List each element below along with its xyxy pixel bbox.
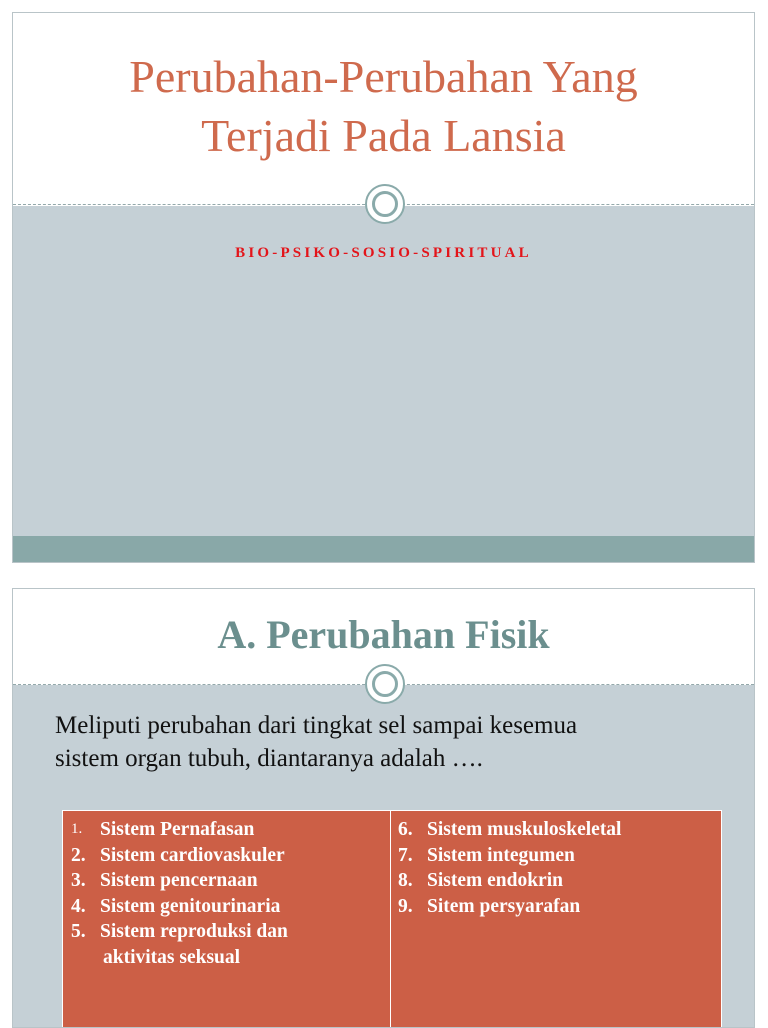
slide-title-line1: Perubahan-Perubahan Yang — [129, 51, 638, 102]
title-area — [13, 13, 754, 206]
title-slide — [12, 12, 755, 563]
list-item — [63, 817, 390, 843]
list-item-number: 4. — [71, 895, 86, 917]
organ-column-right — [391, 811, 721, 1028]
list-item-text: Sistem pencernaan — [100, 870, 258, 891]
list-item-text: Sistem endokrin — [427, 870, 563, 891]
list-item-continuation: aktivitas seksual — [103, 946, 241, 968]
organ-systems-table — [62, 810, 722, 1028]
organ-list-right — [391, 811, 721, 919]
list-item — [63, 868, 390, 894]
intro-paragraph — [55, 709, 745, 775]
list-item — [63, 843, 390, 869]
list-item — [391, 894, 721, 920]
list-item — [391, 817, 721, 843]
slide-title-line2: Terjadi Pada Lansia — [201, 110, 566, 161]
slide-subtitle: BIO-PSIKO-SOSIO-SPIRITUAL — [235, 245, 532, 261]
list-item-number: 9. — [398, 895, 413, 917]
list-item-text: Sistem reproduksi dan — [100, 921, 288, 942]
list-item-number: 5. — [71, 921, 86, 942]
list-item-text: Sistem cardiovaskuler — [100, 844, 285, 866]
organ-list-left — [63, 811, 390, 970]
list-item-text: Sistem integumen — [427, 844, 575, 866]
list-item — [63, 894, 390, 920]
ring-ornament-icon — [365, 664, 405, 704]
list-item-text: Sistem Pernafasan — [100, 819, 255, 840]
list-item — [63, 919, 390, 970]
section-heading: A. Perubahan Fisik — [217, 612, 550, 657]
list-item-text: Sistem muskuloskeletal — [427, 819, 622, 840]
organ-column-left — [63, 811, 391, 1028]
list-item-number: 8. — [398, 870, 413, 891]
list-item-number: 3. — [71, 870, 86, 891]
list-item-number: 7. — [398, 844, 413, 866]
list-item — [391, 868, 721, 894]
footer-accent-bar — [13, 536, 754, 562]
content-slide — [12, 588, 755, 1028]
list-item — [391, 843, 721, 869]
ring-ornament-icon — [365, 184, 405, 224]
intro-line-1: Meliputi perubahan dari tingkat sel sampai kesemua — [55, 712, 578, 739]
list-item-number: 2. — [71, 844, 86, 866]
list-item-text: Sistem genitourinaria — [100, 895, 281, 917]
intro-line-2: sistem organ tubuh, diantaranya adalah …. — [55, 745, 483, 772]
list-item-number: 6. — [398, 819, 413, 840]
list-item-number: 1. — [71, 821, 83, 837]
list-item-text: Sitem persyarafan — [427, 895, 581, 917]
